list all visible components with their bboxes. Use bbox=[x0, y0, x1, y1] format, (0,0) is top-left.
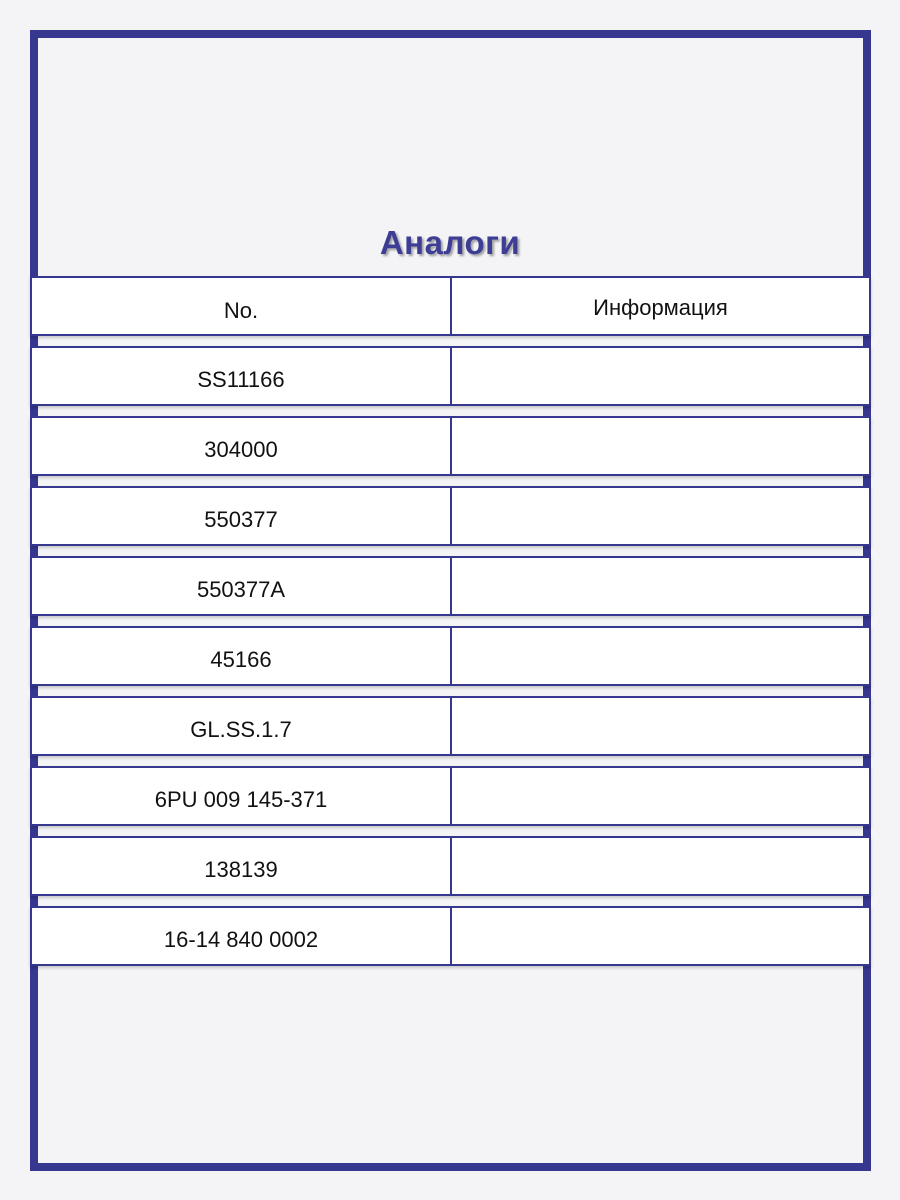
cell-info bbox=[452, 838, 869, 894]
cell-info bbox=[452, 418, 869, 474]
cell-info bbox=[452, 558, 869, 614]
cell-number: 550377 bbox=[32, 488, 452, 544]
cell-info bbox=[452, 698, 869, 754]
cell-number: 6PU 009 145-371 bbox=[32, 768, 452, 824]
cell-number: 550377A bbox=[32, 558, 452, 614]
cell-number: 45166 bbox=[32, 628, 452, 684]
page-title: Аналоги bbox=[379, 224, 521, 261]
table-row bbox=[30, 696, 871, 756]
cell-number: GL.SS.1.7 bbox=[32, 698, 452, 754]
table-row bbox=[30, 836, 871, 896]
table-row bbox=[30, 346, 871, 406]
cell-info bbox=[452, 348, 869, 404]
column-header-number: No. bbox=[32, 278, 452, 334]
cell-info bbox=[452, 768, 869, 824]
cell-info bbox=[452, 488, 869, 544]
cell-number: 138139 bbox=[32, 838, 452, 894]
table-row bbox=[30, 556, 871, 616]
table-row bbox=[30, 766, 871, 826]
table-row bbox=[30, 416, 871, 476]
cell-number: SS11166 bbox=[32, 348, 452, 404]
table-row bbox=[30, 486, 871, 546]
table-header-row bbox=[30, 276, 871, 336]
cell-info bbox=[452, 628, 869, 684]
analogs-table bbox=[30, 276, 871, 966]
cell-number: 304000 bbox=[32, 418, 452, 474]
cell-number: 16-14 840 0002 bbox=[32, 908, 452, 964]
table-row bbox=[30, 906, 871, 966]
table-row bbox=[30, 626, 871, 686]
column-header-info: Информация bbox=[593, 295, 728, 320]
cell-info bbox=[452, 908, 869, 964]
